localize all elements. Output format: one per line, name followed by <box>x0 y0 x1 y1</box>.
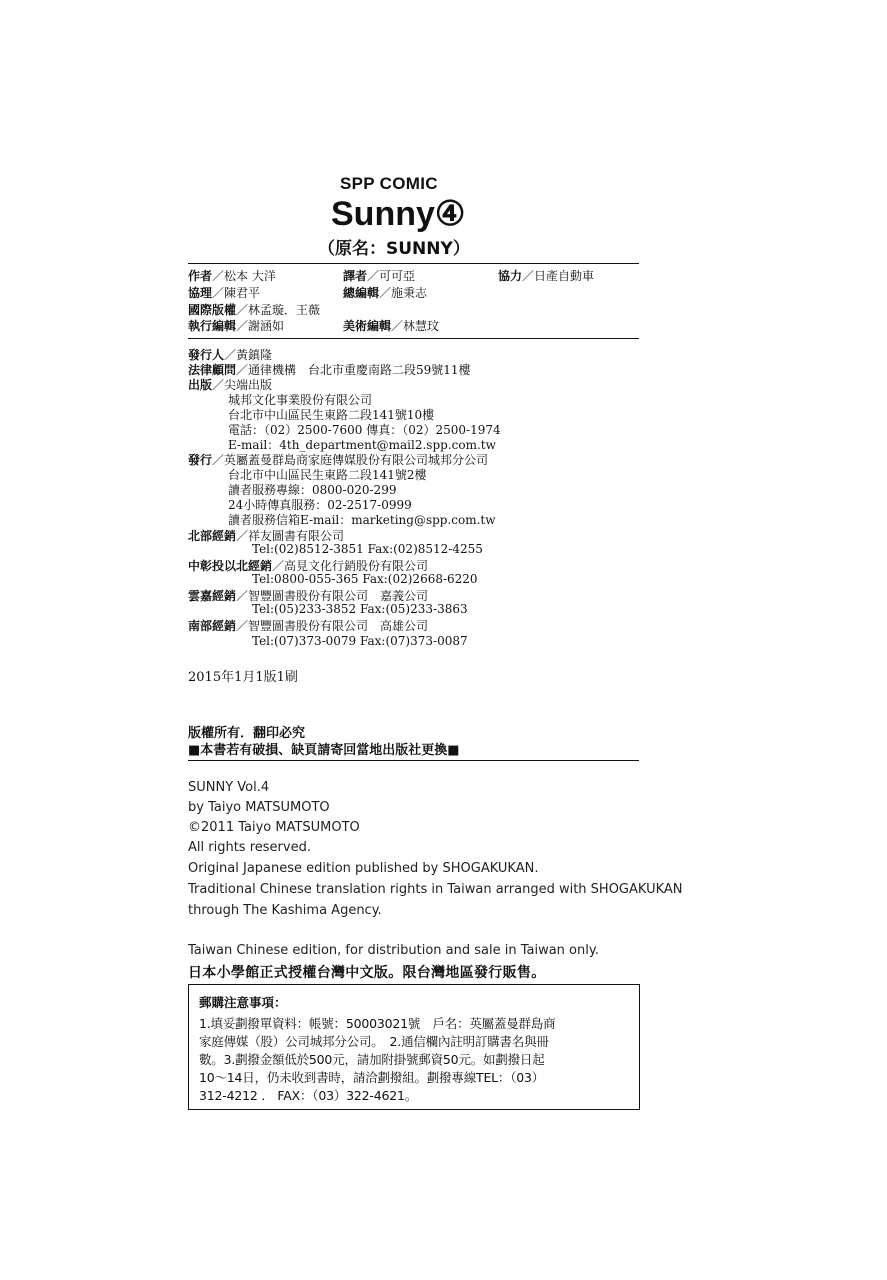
english-line: by Taiyo MATSUMOTO <box>188 800 330 815</box>
credit-author: 作者／松本 大洋 <box>188 269 276 283</box>
credit-cooperation: 協力／日產自動車 <box>498 269 595 283</box>
postal-order-box <box>188 984 640 1110</box>
postal-line: 312-4212 ． FAX：（03）322-4621。 <box>199 1088 418 1103</box>
distribute-line: 發行／英屬蓋曼群島商家庭傳媒股份有限公司城邦分公司 <box>188 453 489 467</box>
english-line: SUNNY Vol.4 <box>188 780 270 795</box>
south-tel: Tel:(07)373-0079 Fax:(07)373-0087 <box>252 634 468 648</box>
english-line: Traditional Chinese translation rights in Taiwan arranged with SHOGAKUKAN <box>188 882 683 897</box>
postal-line: 10～14日，仍未收到書時，請洽劃撥組。劃撥專線TEL：（03） <box>199 1070 545 1085</box>
postal-line: 數。3.劃撥金額低於500元，請加附掛號郵資50元。如劃撥日起 <box>199 1052 545 1067</box>
damage-notice: ■本書若有破損、缺頁請寄回當地出版社更換■ <box>188 743 460 758</box>
legal-line: 法律顧問／通律機構 台北市重慶南路二段59號11樓 <box>188 363 471 377</box>
credit-translator: 譯者／可可亞 <box>343 269 416 283</box>
postal-line: 1.填妥劃撥單資料：帳號：50003021號 戶名：英屬蓋曼群島商 <box>199 1016 556 1031</box>
credit-chief-editor: 總編輯／施秉志 <box>343 286 428 300</box>
edition-date: 2015年1月1版1刷 <box>188 670 298 685</box>
distribute-fax: 24小時傳真服務：02-2517-0999 <box>228 498 412 512</box>
north-tel: Tel:(02)8512-3851 Fax:(02)8512-4255 <box>252 542 483 556</box>
divider-rights <box>188 760 639 761</box>
divider-mid <box>188 338 639 339</box>
central-distributor: 中彰投以北經銷／高見文化行銷股份有限公司 <box>188 559 429 573</box>
publish-line: 出版／尖端出版 <box>188 378 273 392</box>
north-distributor: 北部經銷／祥友圖書有限公司 <box>188 529 345 543</box>
english-line: ©2011 Taiyo MATSUMOTO <box>188 820 360 835</box>
original-title: （原名：SUNNY） <box>318 239 470 259</box>
publish-phone: 電話：（02）2500-7600 傳真：（02）2500-1974 <box>228 423 501 437</box>
license-notice: 日本小學館正式授權台灣中文版。限台灣地區發行販售。 <box>188 965 546 981</box>
divider-top <box>188 263 639 264</box>
publish-company: 城邦文化事業股份有限公司 <box>228 393 373 407</box>
english-line: All rights reserved. <box>188 840 311 855</box>
taiwan-only-line: Taiwan Chinese edition, for distribution and sale in Taiwan only. <box>188 943 599 958</box>
central-tel: Tel:0800-055-365 Fax:(02)2668-6220 <box>252 572 478 586</box>
series-label: SPP COMIC <box>340 174 438 193</box>
chiayi-tel: Tel:(05)233-3852 Fax:(05)233-3863 <box>252 602 468 616</box>
credit-intl-rights: 國際版權／林孟璇．王薇 <box>188 303 321 317</box>
south-distributor: 南部經銷／智豐圖書股份有限公司 高雄公司 <box>188 619 429 633</box>
distribute-address: 台北市中山區民生東路二段141號2樓 <box>228 468 427 482</box>
postal-line: 家庭傳媒（股）公司城邦分公司。 2.通信欄內註明訂購書名與冊 <box>199 1034 549 1049</box>
english-line: Original Japanese edition published by SHOGAKUKAN. <box>188 861 539 876</box>
credit-exec-editor: 執行編輯／謝涵如 <box>188 319 285 333</box>
distribute-email: 讀者服務信箱E-mail：marketing@spp.com.tw <box>228 513 496 527</box>
chiayi-distributor: 雲嘉經銷／智豐圖書股份有限公司 嘉義公司 <box>188 589 429 603</box>
publish-address: 台北市中山區民生東路二段141號10樓 <box>228 408 435 422</box>
credit-assistant: 協理／陳君平 <box>188 286 261 300</box>
copyright-notice: 版權所有．翻印必究 <box>188 726 306 741</box>
issuer-line: 發行人／黃鎮隆 <box>188 348 273 362</box>
distribute-hotline: 讀者服務專線：0800-020-299 <box>228 483 397 497</box>
english-line: through The Kashima Agency. <box>188 903 382 918</box>
book-title: Sunny④ <box>331 195 466 233</box>
credit-art-editor: 美術編輯／林慧玟 <box>343 319 440 333</box>
postal-heading: 郵購注意事項： <box>199 995 287 1010</box>
publish-email: E-mail：4th_department@mail2.spp.com.tw <box>228 438 496 452</box>
